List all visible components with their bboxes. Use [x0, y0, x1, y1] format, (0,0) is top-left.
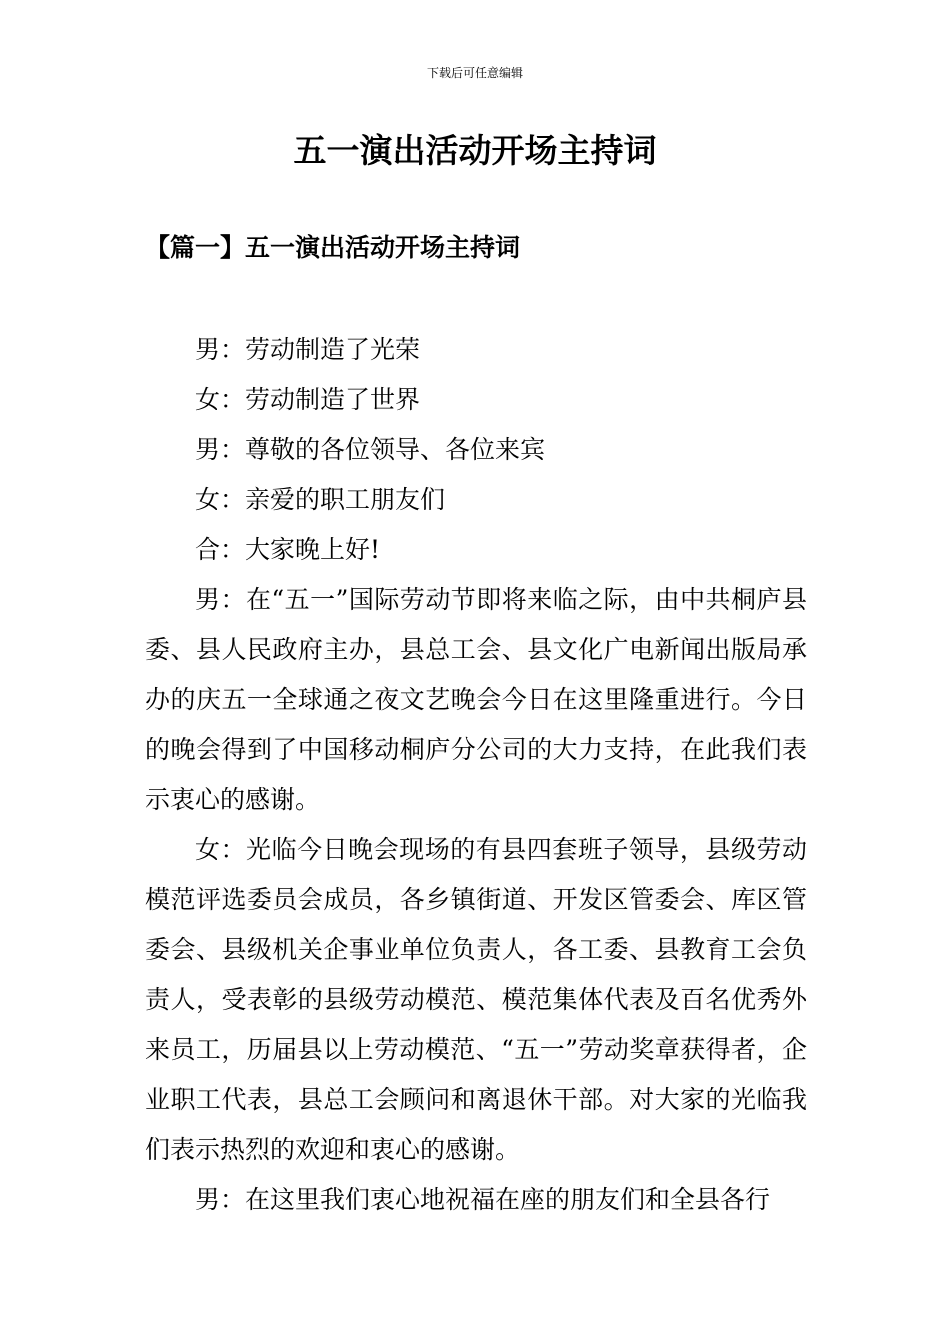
dialogue-line: 男：尊敬的各位领导、各位来宾: [195, 435, 546, 464]
body-text: [145, 325, 807, 1225]
document-title: 五一演出活动开场主持词: [293, 131, 657, 170]
dialogue-line: 女：亲爱的职工朋友们: [195, 485, 446, 514]
dialogue-line: 合：大家晚上好!: [195, 535, 381, 564]
section-heading: 【篇一】五一演出活动开场主持词: [145, 233, 521, 262]
dialogue-paragraph: 女：光临今日晚会现场的有县四套班子领导，县级劳动模范评选委员会成员，各乡镇街道、开发区管委会、库区管委会、县级机关企事业单位负责人，各工委、县教育工会负责人，受表彰的县级劳动模范、模范集体代表及百名优秀外来员工，历届县以上劳动模范、“五一”劳动奖章获得者，企业职工代表，县总工会顾问和离退休干部。对大家的光临我们表示热烈的欢迎和衷心的感谢。: [145, 835, 807, 1164]
header-note: 下载后可任意编辑: [426, 66, 523, 80]
dialogue-line: 男：劳动制造了光荣: [195, 335, 421, 364]
dialogue-line: 女：劳动制造了世界: [195, 385, 421, 414]
dialogue-paragraph: 男：在这里我们衷心地祝福在座的朋友们和全县各行: [195, 1185, 771, 1214]
dialogue-paragraph: 男：在“五一”国际劳动节即将来临之际，由中共桐庐县委、县人民政府主办，县总工会、县文化广电新闻出版局承办的庆五一全球通之夜文艺晚会今日在这里隆重进行。今日的晚会得到了中国移动桐庐分公司的大力支持，在此我们表示衷心的感谢。: [145, 585, 807, 814]
